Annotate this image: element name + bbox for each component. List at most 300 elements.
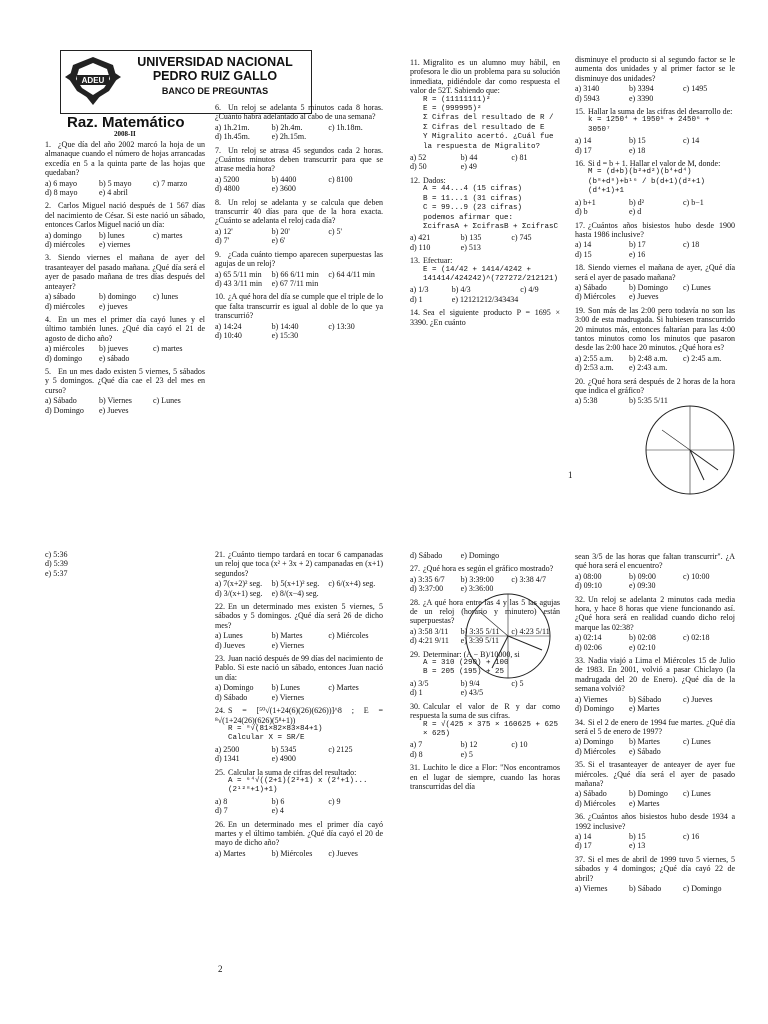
answer-option: e) 2:43 a.m.	[629, 363, 668, 373]
question-text: Si el 2 de enero de 1994 fue martes. ¿Qué día será el 5 de enero de 1997?	[575, 717, 735, 736]
answer-option: d) 7'	[215, 236, 230, 246]
answer-option: a) 7	[410, 740, 423, 750]
question-text: ¿Qué hora es según el gráfico mostrado?	[423, 564, 554, 574]
answer-option: e) 5	[460, 749, 473, 759]
answer-option: b) 5 mayo	[99, 178, 132, 188]
answer-option: b) Martes	[271, 631, 303, 641]
answer-option: d) 8 mayo	[45, 188, 78, 198]
question-text: En un determinado mes el primer día cayó martes y el último también. ¿Qué día cayó el 20 de mayo de dicho año?	[215, 819, 383, 848]
question-stem	[575, 55, 735, 83]
answer-option: a) 14	[575, 831, 592, 841]
question-item	[575, 656, 735, 713]
question-stem	[215, 103, 383, 122]
question-item	[575, 855, 735, 894]
question-formula: ΣcifrasA + ΣcifrasB + ΣcifrasC	[423, 222, 559, 231]
question-number: 10.	[215, 292, 225, 302]
answer-option: c) 2125	[328, 744, 353, 754]
answer-option: a) 2500	[215, 744, 240, 754]
question-text: Un reloj se atrasa 45 segundos cada 2 horas. ¿Cuántos minutos deben transcurrir para que se atrase media hora?	[215, 145, 383, 174]
answer-option: c) 5:36	[45, 550, 68, 559]
question-stem	[45, 201, 205, 229]
question-number: 4.	[45, 314, 51, 324]
answer-option: c) 2:45 a.m.	[683, 353, 722, 363]
answer-options	[45, 179, 205, 198]
question-text: ¿Que día del año 2002 marcó la hoja de un almanaque cuando el número de hojas arrancadas excedía en 5 a la quinta parte de las hojas que quedaban?	[45, 140, 205, 178]
question-number: 24.	[215, 706, 225, 716]
answer-option: a) 8	[215, 796, 228, 806]
question-stem	[215, 654, 383, 682]
answer-options	[45, 231, 205, 250]
answer-option: b) 3394	[629, 84, 654, 94]
answer-option: c) Lunes	[153, 396, 181, 406]
question-item	[215, 198, 383, 246]
answer-option: a) b+1	[575, 197, 596, 207]
question-item	[45, 253, 205, 310]
question-item	[410, 176, 560, 252]
answer-options	[575, 695, 735, 714]
answer-options	[575, 572, 735, 591]
answer-options	[575, 240, 735, 259]
answer-options	[575, 198, 735, 217]
answer-option: d) Miércoles	[575, 292, 616, 302]
question-number: 20.	[575, 376, 585, 386]
question-text: ¿Cuántos años bisiestos hubo desde 1934 a 1992 inclusive?	[575, 812, 735, 831]
question-text: Nadia viajó a Lima el Miércoles 15 de Julio de 1983. En 2001, volvió a pasar Chiclayo (la madrugada del 20 de Enero). ¿Qué día de la semana volvió?	[575, 656, 735, 694]
question-stem	[45, 140, 205, 178]
answer-option: e) 4	[271, 806, 284, 816]
year-label: 2008-II	[114, 130, 136, 138]
question-formula: A = ⁶⁴√((2+1)(2²+1) x (2⁴+1)...(2¹²⁸+1)+1)	[228, 776, 368, 795]
answer-option: a) Domingo	[215, 683, 254, 693]
answer-option: d) 5943	[575, 93, 600, 103]
question-number: 12.	[410, 175, 420, 185]
answer-option: c) 4:23 5/11	[511, 626, 550, 636]
question-number: 34.	[575, 717, 585, 727]
question-text: ¿A qué hora entre las 4 y las 5 las agujas de un reloj (horario y minutero) están superpuestas?	[410, 597, 560, 626]
question-stem	[575, 377, 735, 396]
question-formula: Σ Cifras del resultado de R / Σ Cifras del resultado de E	[423, 114, 554, 132]
answer-option: c) 5'	[328, 226, 342, 236]
answer-option: b) 12	[460, 740, 478, 750]
question-number: 2.	[45, 201, 51, 211]
answer-options	[575, 884, 735, 893]
question-item	[575, 760, 735, 808]
answer-option: c) Lunes	[683, 737, 711, 747]
answer-option: b) 4400	[271, 174, 297, 184]
question-stem	[215, 198, 383, 226]
question-item	[215, 146, 383, 194]
question-item	[410, 308, 560, 327]
answer-option: d) 5:39	[45, 559, 68, 569]
clock-diagram-icon	[462, 590, 554, 682]
question-formula: A = 310 (290) + 100	[423, 659, 509, 668]
answer-option: a) 3140	[575, 84, 600, 94]
answer-option: a) 3:58 3/11	[410, 626, 449, 636]
question-number: 28.	[410, 597, 420, 607]
question-item	[45, 201, 205, 249]
question-stem	[410, 256, 560, 265]
answer-option: a) Martes	[215, 848, 246, 858]
question-number: 29.	[410, 649, 420, 659]
question-number: 31.	[410, 763, 420, 773]
column-3	[410, 58, 560, 331]
answer-option: b) 5:35 5/11	[629, 396, 668, 406]
column-1	[45, 140, 205, 419]
answer-option: a) 02:14	[575, 633, 602, 643]
answer-option: a) 5:38	[575, 396, 598, 406]
answer-options	[575, 283, 735, 302]
question-number: 9.	[215, 249, 221, 259]
question-stem	[410, 176, 560, 185]
answer-option: b) 09:00	[629, 571, 656, 581]
answer-option: e) 12121212/343434	[451, 294, 519, 304]
question-stem	[410, 702, 560, 721]
answer-option: c) martes	[153, 344, 183, 354]
answer-option: a) 14	[575, 136, 592, 146]
answer-option: d) 43 3/11 min	[215, 278, 263, 288]
question-item	[575, 159, 735, 216]
answer-option: d) 3:37:00	[410, 584, 444, 594]
page-number: 1	[568, 470, 573, 480]
question-item	[215, 250, 383, 289]
question-item	[575, 306, 735, 373]
answer-option: b) 2h.4m.	[271, 122, 303, 132]
question-text: disminuye el producto si al segundo factor se le aumenta dos unidades y al primer factor se le disminuye dos unidades?	[575, 55, 735, 83]
answer-options	[45, 292, 205, 311]
column-1	[45, 550, 185, 578]
question-number: 27.	[410, 564, 420, 574]
question-text: Siendo viernes el mañana de ayer del trasanteayer del pasado mañana. ¿Qué día será el ayer de pasado mañana de tres días después del anteayer?	[45, 253, 205, 291]
answer-option: c) Lunes	[683, 282, 711, 292]
answer-option: b) jueves	[99, 344, 129, 354]
answer-options	[215, 579, 383, 598]
question-stem	[215, 146, 383, 174]
question-text: Un reloj se adelanta 5 minutos cada 8 horas. ¿Cuánto habrá adelantado al cabo de una semana?	[215, 103, 383, 122]
answer-option: a) 52	[410, 153, 427, 163]
question-text: Hallar la suma de las cifras del desarrollo de:	[588, 107, 733, 117]
answer-option: c) 81	[511, 153, 528, 163]
answer-option: b) d²	[629, 197, 645, 207]
answer-options	[215, 175, 383, 194]
answer-option: e) jueves	[99, 301, 128, 311]
question-formula: M = (d+b)(b²+d²)(b⁴+d⁴)(b⁸+d⁸)+b¹⁶ / b(d+1)(d²+1)(d⁴+1)+1	[588, 168, 706, 196]
question-text: S = [⁵⁰√(1+24(6)(26)(626))]^8 ; E = ⁸√(1+24(26)(626)(5⁸+1))	[215, 706, 383, 725]
question-item	[215, 768, 383, 816]
answer-option: d) Miércoles	[575, 746, 616, 756]
answer-option: b) 135	[460, 233, 482, 243]
question-item	[215, 550, 383, 598]
answer-options	[575, 832, 735, 851]
answer-options	[410, 740, 560, 759]
question-item	[215, 602, 383, 650]
answer-option: c) b−1	[683, 197, 704, 207]
answer-option: a) Viernes	[575, 694, 608, 704]
answer-option: c) Miércoles	[328, 631, 369, 641]
answer-option: b) Sábado	[629, 694, 662, 704]
answer-option: a) 14	[575, 240, 592, 250]
question-text: Dados:	[423, 175, 446, 185]
question-text: Si el trasanteayer de anteayer de ayer fue miércoles. ¿Qué día será el ayer de pasado mañana?	[575, 760, 735, 788]
answer-option: d) Domingo	[575, 704, 614, 714]
question-stem	[575, 855, 735, 883]
answer-option: d) 1	[410, 294, 423, 304]
answer-option: a) miércoles	[45, 344, 85, 354]
answer-option: c) 16	[683, 831, 700, 841]
answer-option: a) 5200	[215, 174, 240, 184]
question-number: 37.	[575, 854, 585, 864]
answer-option: a) 7(x+2)² seg.	[215, 579, 263, 589]
question-item	[575, 221, 735, 260]
answer-option: b) 66 6/11 min	[271, 269, 319, 279]
question-number: 18.	[575, 263, 585, 273]
question-number: 19.	[575, 305, 585, 315]
question-item	[410, 58, 560, 172]
answer-option: c) 9	[328, 796, 341, 806]
answer-options	[215, 797, 383, 816]
answer-options	[575, 354, 735, 373]
answer-option: b) 44	[460, 153, 478, 163]
answer-options	[575, 789, 735, 808]
answer-option: c) Martes	[328, 683, 359, 693]
question-item	[215, 292, 383, 340]
question-number: 14.	[410, 308, 420, 318]
question-text: Un reloj se adelanta y se calcula que deben transcurrir 40 días para que de la hora exacta. ¿Cuánto se adelanta el reloj cada día?	[215, 197, 383, 226]
answer-option: e) 43/5	[460, 688, 484, 698]
answer-option: d) 15	[575, 249, 592, 259]
question-stem	[215, 250, 383, 269]
question-number: 36.	[575, 812, 585, 822]
answer-option: c) 13:30	[328, 321, 355, 331]
clock-diagram-icon	[640, 400, 740, 500]
question-number: 1.	[45, 140, 51, 149]
question-formula: B = 11...1 (31 cifras)	[423, 194, 523, 203]
question-text: Si el mes de abril de 1999 tuvo 5 viernes, 5 sábados y 4 domingos; ¿Qué día cayó 22 de abril?	[575, 854, 735, 883]
question-text: En un determinado mes existen 5 viernes, 5 sábados y 5 domingos. ¿Qué día será 26 de dicho mes?	[215, 602, 383, 630]
answer-option: a) domingo	[45, 230, 82, 240]
answer-option: a) Sábado	[45, 396, 77, 406]
answer-option: e) 4 abril	[99, 188, 128, 198]
answer-option: b) Viernes	[99, 396, 132, 406]
answer-option: c) 18	[683, 240, 700, 250]
question-item	[575, 107, 735, 155]
answer-option: b) 15	[629, 136, 646, 146]
answer-option: e) sábado	[99, 353, 130, 363]
question-item	[215, 706, 383, 763]
question-text: Determinar: (A − B)/10000, si	[423, 649, 520, 659]
page-2	[0, 512, 768, 1024]
answer-options	[215, 631, 383, 650]
question-number: 23.	[215, 654, 225, 664]
answer-option: c) 7 marzo	[153, 178, 188, 188]
question-formula: R = (11111111)²	[423, 95, 491, 104]
answer-option: d) 1	[410, 688, 423, 698]
question-number: 17.	[575, 220, 585, 230]
question-stem	[575, 760, 735, 788]
answer-option: b) 6	[271, 796, 285, 806]
question-text: Juan nació después de 99 días del nacimiento de Pablo. Si este nació un sábado, entonces Juan nació un día:	[215, 654, 383, 682]
question-text: En un mes el primer día cayó lunes y el último también lunes. ¿Qué día cayó el 21 de agosto de dicho año?	[45, 314, 205, 343]
answer-options	[215, 270, 383, 289]
answer-option: b) 20'	[271, 226, 290, 236]
answer-option: d) miércoles	[45, 301, 85, 311]
question-formula: Calcular X = SR/E	[228, 734, 305, 743]
answer-option: d) Jueves	[215, 640, 245, 650]
question-item	[410, 256, 560, 304]
answer-option: c) 10:00	[683, 571, 710, 581]
question-number: 3.	[45, 253, 51, 263]
answer-options	[45, 344, 205, 363]
question-stem	[410, 308, 560, 327]
answer-option: e) 8/(x−4) seg.	[271, 588, 319, 598]
question-text: Sea el siguiente producto P = 1695 × 3390. ¿En cuánto	[410, 308, 560, 327]
question-stem	[575, 552, 735, 571]
answer-option: d) 1341	[215, 754, 240, 764]
university-title	[125, 55, 305, 99]
answer-option: d) 1h.45m.	[215, 132, 250, 142]
answer-option: e) 3:39 5/11	[460, 636, 500, 646]
answer-option: e) Martes	[629, 704, 660, 714]
answer-options	[215, 745, 383, 764]
answer-option: e) 2h.15m.	[271, 132, 307, 142]
answer-option: e) 5:37	[45, 568, 68, 578]
answer-option: d) b	[575, 207, 588, 217]
answer-option: a) 08:00	[575, 571, 602, 581]
answer-options	[215, 849, 383, 858]
answer-option: a) sábado	[45, 292, 76, 302]
answer-option: b) Domingo	[629, 789, 668, 799]
question-item	[575, 55, 735, 103]
answer-option: d) Sábado	[215, 692, 248, 702]
answer-option: b) Miércoles	[271, 848, 313, 858]
question-item	[575, 263, 735, 302]
answer-option: b) 02:08	[629, 633, 656, 643]
answer-option: e) 16	[629, 249, 646, 259]
question-number: 25.	[215, 767, 225, 777]
page-number: 2	[218, 964, 223, 974]
question-text: Carlos Miguel nació después de 1 567 días del nacimiento de César. Si este nació un sábado, entonces Carlos Miguel nació un día:	[45, 201, 205, 230]
question-number: 8.	[215, 197, 221, 207]
question-item	[410, 551, 560, 560]
answer-option: e) 3600	[271, 184, 296, 194]
question-stem	[410, 763, 560, 791]
answer-option: a) 12'	[215, 226, 233, 236]
answer-option: a) 65 5/11 min	[215, 269, 262, 279]
answer-option: d) 7	[215, 806, 228, 816]
answer-option: d) 2:53 a.m.	[575, 363, 614, 373]
answer-option: c) martes	[153, 230, 183, 240]
answer-option: b) 4/3	[451, 285, 471, 295]
answer-option: e) 6'	[271, 236, 286, 246]
question-item	[45, 367, 205, 415]
question-stem	[215, 706, 383, 725]
answer-option: d) miércoles	[45, 240, 85, 250]
answer-option: b) Martes	[629, 737, 660, 747]
answer-options	[410, 233, 560, 252]
question-stem	[410, 58, 560, 96]
question-text: ¿A qué hora del día se cumple que el triple de lo que falta transcurrir es igual al doble de lo que ya transcurrió?	[215, 292, 383, 321]
university-name-line2: PEDRO RUIZ GALLO	[152, 69, 278, 83]
question-stem	[575, 263, 735, 282]
answer-option: d) Sábado	[410, 551, 443, 560]
question-number: 30.	[410, 701, 420, 711]
answer-option: e) Jueves	[99, 405, 129, 415]
question-formula: C = 99...9 (23 cifras)	[423, 204, 523, 213]
answer-option: b) 5(x+1)² seg.	[271, 579, 320, 589]
answer-option: d) 3/(x+1) seg.	[215, 588, 263, 598]
svg-text:ADEU: ADEU	[81, 76, 105, 85]
question-stem	[575, 812, 735, 831]
answer-option: d) 17	[575, 841, 592, 851]
answer-option: a) 1h.21m.	[215, 122, 250, 132]
answer-option: b) 3:39:00	[460, 574, 494, 584]
university-logo-icon	[65, 55, 121, 107]
answer-options	[575, 633, 735, 652]
question-item	[215, 654, 383, 702]
answer-option: b) 2:48 a.m.	[629, 353, 668, 363]
answer-option: a) Viernes	[575, 884, 608, 893]
question-item	[410, 763, 560, 791]
answer-option: c) 1495	[683, 84, 708, 94]
answer-option: e) 49	[460, 162, 477, 172]
answer-option: d) Domingo	[45, 405, 84, 415]
answer-option: e) 67 7/11 min	[271, 278, 319, 288]
answer-option: e) 18	[629, 145, 646, 155]
answer-option: b) 15	[629, 831, 646, 841]
answer-option: d) 4800	[215, 184, 240, 194]
answer-option: b) Domingo	[629, 282, 668, 292]
answer-option: a) 3:35 6/7	[410, 574, 445, 584]
question-text: Luchito le dice a Flor: "Nos encontramos en el lugar de siempre, cuando las horas transcurridas del día	[410, 763, 560, 791]
answer-options	[215, 683, 383, 702]
university-name-line1: UNIVERSIDAD NACIONAL	[137, 55, 293, 69]
answer-option: e) Domingo	[460, 551, 500, 560]
question-stem	[45, 367, 205, 395]
question-stem	[215, 292, 383, 320]
answer-option: e) 02:10	[629, 642, 656, 652]
answer-option: d) 110	[410, 242, 431, 252]
question-number: 16.	[575, 159, 585, 169]
question-text: Efectuar:	[423, 256, 453, 266]
answer-options	[215, 227, 383, 246]
question-stem	[45, 253, 205, 291]
answer-option: d) 09:10	[575, 581, 602, 591]
answer-options	[575, 136, 735, 155]
answer-option: c) Domingo	[683, 884, 722, 893]
question-item	[45, 140, 205, 197]
question-number: 32.	[575, 594, 585, 604]
answer-option: a) 6 mayo	[45, 178, 77, 188]
question-text: Un reloj se adelanta 2 minutos cada media hora, y hace 8 horas que viene funcionando así. ¿Qué hora será en realidad cuando dicho reloj marque las 02:38?	[575, 594, 735, 632]
answer-option: c) Jueves	[683, 694, 713, 704]
answer-option: c) 1h.18m.	[328, 122, 363, 132]
question-number: 26.	[215, 819, 225, 829]
answer-option: b) 5345	[271, 744, 297, 754]
question-stem	[575, 595, 735, 633]
question-number: 6.	[215, 103, 221, 112]
question-text: Migralito es un alumno muy hábil, en profesora le dio un problema para su solución inmediata, pidiéndole dar como respuesta el valor de 52T. Sabiendo que:	[410, 58, 560, 96]
question-text: ¿Cuántos años bisiestos hubo desde 1900 hasta 1986 inclusive?	[575, 220, 735, 239]
question-formula: B = 205 (195) + 25	[423, 668, 505, 677]
question-bank-title: BANCO DE PREGUNTAS	[161, 86, 269, 96]
question-item	[575, 718, 735, 757]
answer-option: b) Lunes	[271, 683, 300, 693]
answer-option: e) 513	[460, 242, 481, 252]
question-text: ¿Cuánto tiempo tardará en tocar 6 campanadas un reloj que toca (x² + 3x + 2) campanadas en (x+1) segundos?	[215, 550, 383, 578]
question-item	[575, 552, 735, 591]
answer-option: b) 3:35 5/11	[460, 626, 500, 636]
column-4	[575, 552, 735, 897]
answer-options	[410, 285, 560, 304]
